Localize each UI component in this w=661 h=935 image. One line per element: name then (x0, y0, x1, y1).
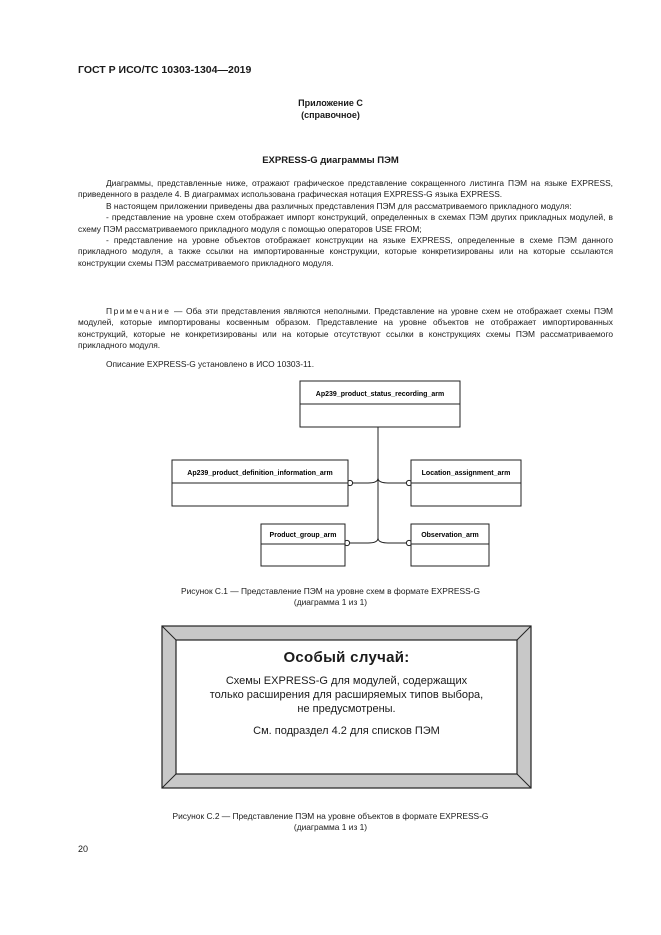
schema-box-right-bottom (411, 524, 489, 566)
diagram-connectors (349, 427, 407, 543)
special-case-reference: См. подраздел 4.2 для списков ПЭМ (253, 725, 440, 737)
figure-1-caption (0, 586, 661, 608)
caption-line: Рисунок С.1 — Представление ПЭМ на уровне схем в формате EXPRESS-G (181, 586, 480, 596)
special-case-line: Схемы EXPRESS-G для модулей, содержащих (225, 675, 468, 687)
schema-box-left-mid (172, 460, 348, 506)
note-text: — Оба эти представления являются неполными. Представление на уровне схем не отображает схемы ПЭМ модулей, которые импортированы косвенным образом. Представление на уровне объектов не отображает импортированных конструкций, которые не конкретизированы или на которые отсутствуют ссылки в конструкциях схемы ПЭМ рассматриваемого прикладного модуля. (78, 306, 613, 351)
caption-line: Рисунок С.2 — Представление ПЭМ на уровне объектов в формате EXPRESS-G (172, 811, 489, 821)
list-item: - представление на уровне схем отображает импорт конструкций, определенных в схемах ПЭМ других прикладных модулей, в схему ПЭМ рассматриваемого прикладного модуля с помощью операторов USE FROM; (78, 212, 613, 234)
appendix-title: Приложение С (298, 98, 363, 108)
appendix-subtitle: (справочное) (301, 110, 360, 120)
schema-label: Ap239_product_definition_information_arm (187, 470, 333, 477)
caption-line: (диаграмма 1 из 1) (293, 597, 368, 607)
special-case-text (176, 674, 517, 716)
schema-label: Ap239_product_status_recording_arm (315, 391, 445, 398)
paragraph: В настоящем приложении приведены два различных представления ПЭМ для рассматриваемого прикладного модуля: (106, 200, 572, 211)
connector-mid (352, 478, 407, 483)
special-case-title: Особый случай: (283, 649, 410, 666)
section-title: EXPRESS-G диаграммы ПЭМ (262, 155, 399, 166)
schema-box-right-mid (411, 460, 521, 506)
special-case-line: не предусмотрены. (297, 703, 396, 715)
page-number: 20 (78, 844, 89, 854)
list-item: - представление на уровне объектов отображает конструкции на языке EXPRESS, определенные в схеме ПЭМ данного прикладного модуля, а также ссылки на импортированные конструкции, которые конкретизированы или на которые ссылаются конструкции схемы ПЭМ рассматриваемого прикладного модуля. (78, 235, 613, 268)
schema-label: Product_group_arm (269, 532, 337, 539)
schema-label: Location_assignment_arm (421, 470, 511, 477)
paragraph: Описание EXPRESS-G установлено в ИСО 10303-11. (106, 359, 315, 369)
note-label: Примечание (106, 306, 171, 316)
paragraph: Диаграммы, представленные ниже, отражают графическое представление сокращенного листинга ПЭМ на языке EXPRESS, приведенного в разделе 4. В диаграммах использована графическая нотация EXPRESS-G языка EXPRESS. (78, 178, 613, 200)
figure-2-caption (0, 811, 661, 833)
connector-bottom (349, 538, 407, 543)
special-case-line: только расширения для расширяемых типов выбора, (209, 689, 484, 701)
schema-box-left-bottom (261, 524, 345, 566)
special-case-content (176, 640, 517, 774)
schema-label: Observation_arm (421, 532, 479, 539)
schema-box-top (300, 381, 460, 427)
caption-line: (диаграмма 1 из 1) (293, 822, 368, 832)
document-header: ГОСТ Р ИСО/ТС 10303-1304—2019 (78, 64, 252, 76)
